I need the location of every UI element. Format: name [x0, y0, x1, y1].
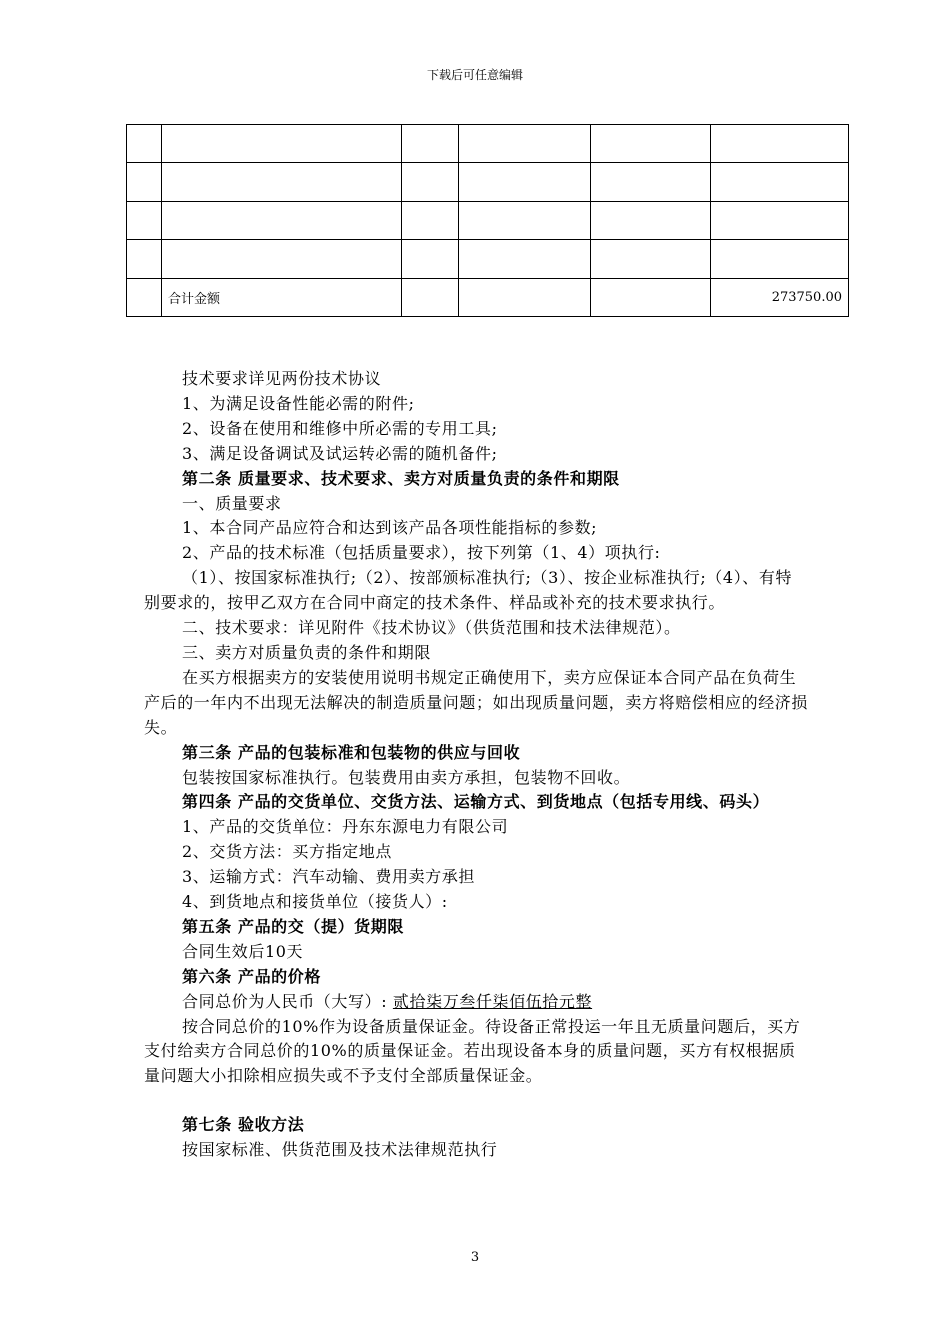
table-cell [127, 201, 162, 239]
paragraph: 按国家标准、供货范围及技术法律规范执行 [182, 1140, 498, 1160]
list-item: 3、运输方式：汽车动输、费用卖方承担 [182, 867, 475, 887]
table-cell [402, 201, 459, 239]
header-note: 下载后可任意编辑 [426, 68, 523, 82]
table-cell [162, 125, 402, 163]
table-cell [591, 240, 711, 278]
list-item: 3、满足设备调试及试运转必需的随机备件; [182, 443, 498, 463]
list-item: 4、到货地点和接货单位（接货人）: [182, 892, 448, 912]
total-label: 合计金额 [162, 278, 402, 316]
table-cell [162, 163, 402, 201]
table-cell [711, 201, 849, 239]
paragraph: 二、技术要求：详见附件《技术协议》（供货范围和技术法律规范）。 [182, 618, 681, 638]
table-cell [591, 163, 711, 201]
table-cell [711, 240, 849, 278]
table-cell [402, 163, 459, 201]
table-cell [591, 125, 711, 163]
list-item: 1、为满足设备性能必需的附件; [182, 393, 415, 413]
table-cell [127, 278, 162, 316]
table-row [127, 240, 849, 278]
paragraph: （1）、按国家标准执行;（2）、按部颁标准执行;（3）、按企业标准执行;（4）、有特别要求的，按甲乙双方在合同中商定的技术条件、样品或补充的技术要求执行。 [144, 568, 793, 613]
section-heading: 第三条 产品的包装标准和包装物的供应与回收 [182, 742, 521, 762]
table-row [127, 163, 849, 201]
section-heading: 第五条 产品的交（提）货期限 [182, 916, 404, 936]
price-label: 合同总价为人民币（大写）: [182, 991, 388, 1011]
table-cell [162, 201, 402, 239]
table-cell [459, 125, 591, 163]
price-paragraph [144, 990, 808, 1015]
table-cell [591, 278, 711, 316]
items-table [126, 124, 849, 317]
table-cell [402, 278, 459, 316]
table-cell [127, 125, 162, 163]
table-cell [459, 240, 591, 278]
list-item: 1、产品的交货单位：丹东东源电力有限公司 [182, 817, 509, 837]
table-cell [127, 240, 162, 278]
list-item: 2、产品的技术标准（包括质量要求），按下列第（1、4）项执行: [182, 543, 661, 563]
list-item: 1、本合同产品应符合和达到该产品各项性能指标的参数; [182, 518, 598, 538]
section-heading: 第七条 验收方法 [182, 1115, 305, 1135]
subheading: 一、质量要求 [182, 493, 282, 513]
paragraph: 技术要求详见两份技术协议 [182, 369, 382, 388]
table-cell [711, 125, 849, 163]
table-cell [459, 163, 591, 201]
paragraph: 合同生效后10天 [182, 941, 304, 961]
table-cell [162, 240, 402, 278]
table-cell [127, 163, 162, 201]
subheading: 三、卖方对质量负责的条件和期限 [182, 642, 432, 662]
paragraph: 在买方根据卖方的安装使用说明书规定正确使用下，卖方应保证本合同产品在负荷生产后的一年内不出现无法解决的制造质量问题；如出现质量问题，卖方将赔偿相应的经济损失。 [144, 667, 809, 737]
table-cell [402, 240, 459, 278]
table-cell [402, 125, 459, 163]
table-cell [591, 201, 711, 239]
page-number: 3 [470, 1250, 480, 1265]
table-row [127, 201, 849, 239]
table-cell [459, 201, 591, 239]
table-row [127, 125, 849, 163]
contract-body [144, 367, 808, 1163]
list-item: 2、交货方法：买方指定地点 [182, 842, 392, 862]
section-heading: 第四条 产品的交货单位、交货方法、运输方式、到货地点（包括专用线、码头） [182, 792, 770, 812]
section-heading: 第二条 质量要求、技术要求、卖方对质量负责的条件和期限 [182, 468, 620, 488]
spacer [144, 1089, 808, 1113]
paragraph: 按合同总价的10%作为设备质量保证金。待设备正常投运一年且无质量问题后，买方支付给卖方合同总价的10%的质量保证金。若出现设备本身的质量问题，买方有权根据质量问题大小扣除相应损失或不予支付全部质量保证金。 [144, 1016, 801, 1086]
price-amount: 贰拾柒万叁仟柒佰伍拾元整 [392, 991, 593, 1011]
paragraph: 包装按国家标准执行。包装费用由卖方承担，包装物不回收。 [182, 767, 631, 787]
section-heading: 第六条 产品的价格 [182, 966, 321, 986]
table-total-row [127, 278, 849, 316]
table-cell [711, 163, 849, 201]
list-item: 2、设备在使用和维修中所必需的专用工具; [182, 418, 498, 438]
total-amount: 273750.00 [711, 278, 849, 316]
table-cell [459, 278, 591, 316]
